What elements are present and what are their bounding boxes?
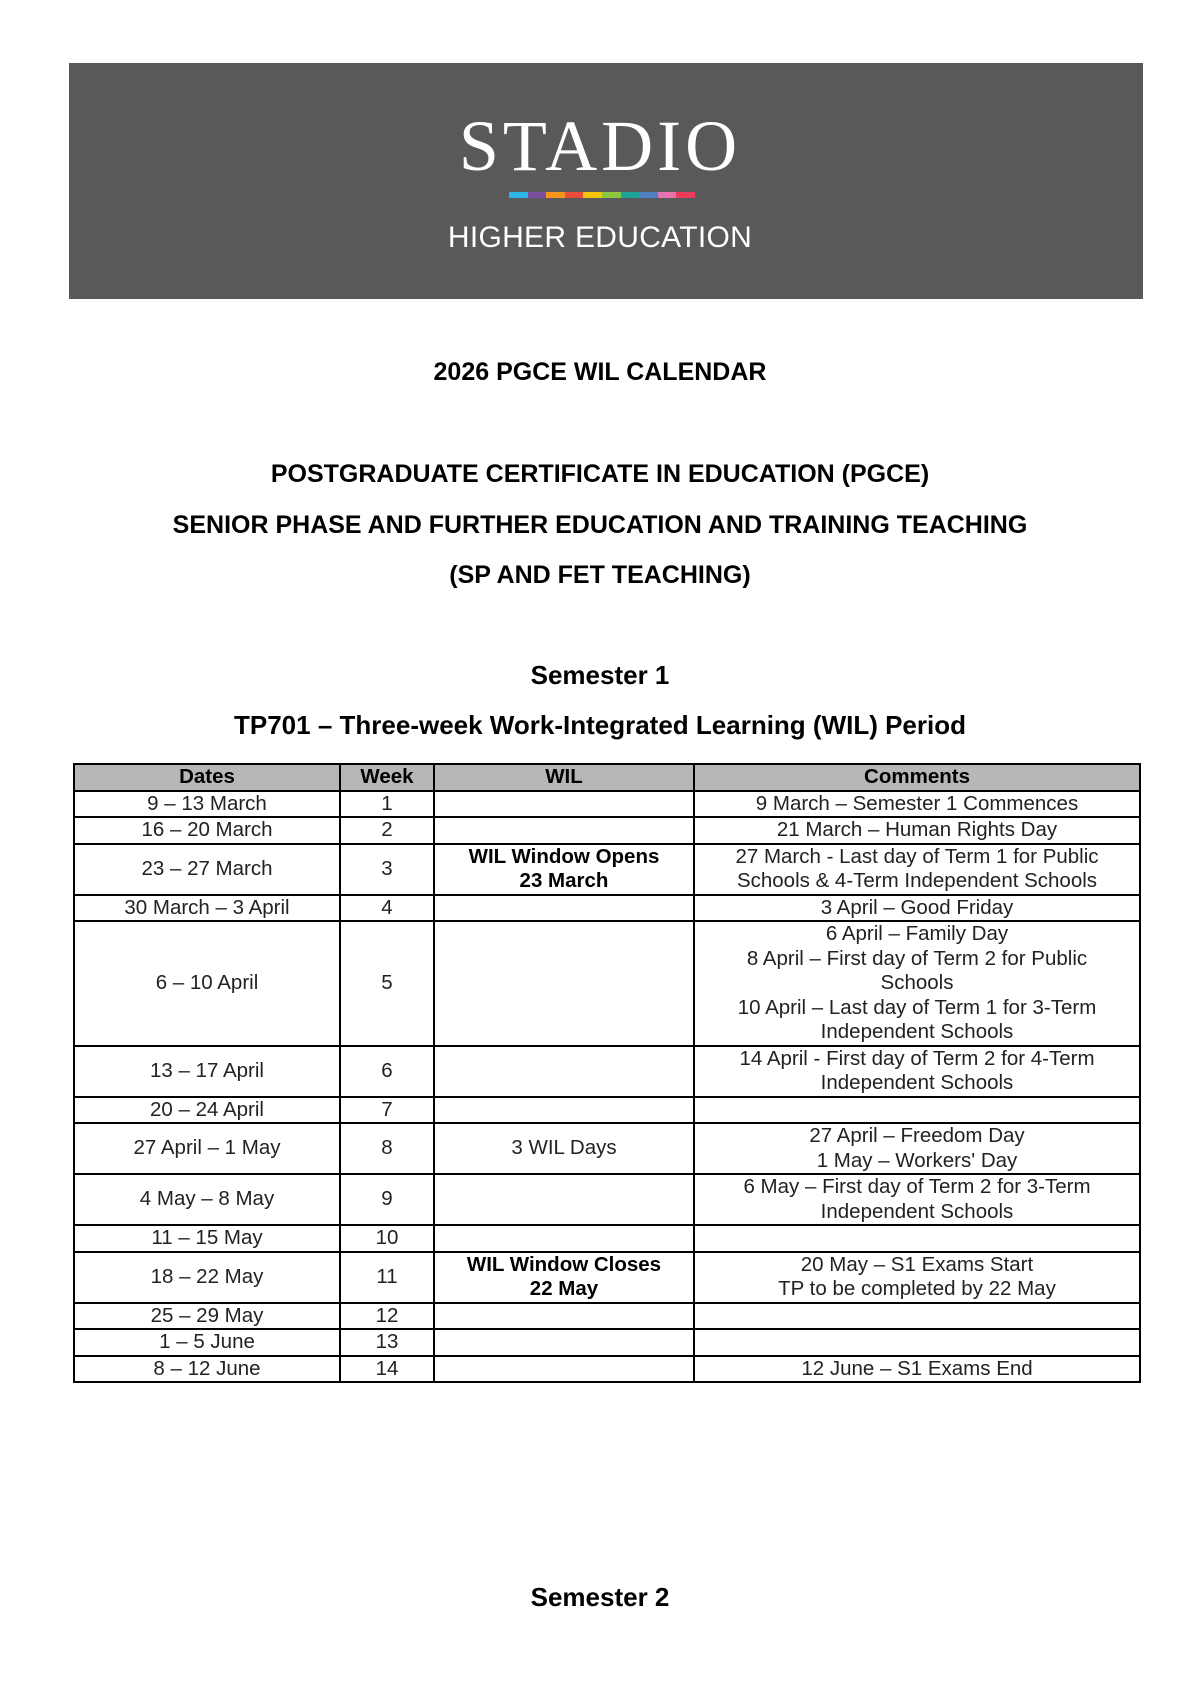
brand-logo: STADIO [458,106,742,186]
cell-dates: 20 – 24 April [74,1097,340,1124]
cell-comments [694,1356,1140,1383]
stripe-segment [546,192,565,198]
cell-comments [694,844,1140,895]
cell-week: 11 [340,1252,434,1303]
cell-comments [694,1097,1140,1124]
stripe-segment [621,192,640,198]
table-row [74,1225,1140,1252]
cell-week: 6 [340,1046,434,1097]
cell-wil [434,844,694,895]
cell-week: 13 [340,1329,434,1356]
stripe-segment [565,192,584,198]
comment-line: 21 March – Human Rights Day [776,818,1058,841]
cell-wil [434,1046,694,1097]
table-row [74,1174,1140,1225]
program-abbrev: (SP AND FET TEACHING) [449,561,751,589]
comment-line: 27 March - Last day of Term 1 for Public [735,844,1099,868]
cell-dates: 18 – 22 May [74,1252,340,1303]
stripe-segment [658,192,677,198]
cell-week: 2 [340,817,434,844]
table-row [74,844,1140,895]
cell-week: 1 [340,791,434,818]
stripe-segment [676,192,695,198]
stripe-segment [509,192,528,198]
comment-line: 12 June – S1 Exams End [801,1356,1033,1380]
cell-dates: 8 – 12 June [74,1356,340,1383]
stripe-segment [528,192,547,198]
cell-wil [434,817,694,844]
cell-comments [694,1329,1140,1356]
comment-line: TP to be completed by 22 May [778,1277,1056,1300]
comment-line: 3 April – Good Friday [820,895,1014,919]
cell-dates: 9 – 13 March [74,791,340,818]
stripe-segment [639,192,658,198]
cell-dates: 25 – 29 May [74,1303,340,1330]
header-wil: WIL [434,764,694,791]
cell-comments [694,1303,1140,1330]
cell-comments [694,895,1140,922]
cell-wil [434,1329,694,1356]
wil-calendar-table [73,763,1141,1383]
cell-comments [694,791,1140,818]
comment-line: 10 April – Last day of Term 1 for 3-Term [737,995,1097,1019]
semester-1-heading: Semester 1 [530,660,670,690]
comment-line: 9 March – Semester 1 Commences [755,791,1079,815]
comment-line: Independent Schools [820,1199,1014,1223]
cell-dates: 4 May – 8 May [74,1174,340,1225]
cell-wil [434,1303,694,1330]
comment-line: Independent Schools [820,1071,1014,1094]
table-row [74,1046,1140,1097]
cell-comments [694,1252,1140,1303]
wil-line: 22 May [529,1277,599,1300]
table-header-row [74,764,1140,791]
cell-week: 9 [340,1174,434,1225]
wil-line: WIL Window Closes [466,1252,662,1276]
wil-line: 3 WIL Days [511,1136,617,1160]
cell-week: 8 [340,1123,434,1174]
cell-comments [694,817,1140,844]
cell-dates: 1 – 5 June [74,1329,340,1356]
table-row [74,1252,1140,1303]
cell-dates: 30 March – 3 April [74,895,340,922]
header-week: Week [340,764,434,791]
comment-line: Schools [880,971,954,994]
cell-comments [694,1174,1140,1225]
program-title: POSTGRADUATE CERTIFICATE IN EDUCATION (PGCE) [270,460,930,488]
cell-dates: 6 – 10 April [74,921,340,1046]
semester-2-heading: Semester 2 [530,1582,670,1612]
cell-week: 4 [340,895,434,922]
brand-color-stripe [509,192,695,198]
comment-line: 8 April – First day of Term 2 for Public [746,946,1088,970]
cell-comments [694,1046,1140,1097]
cell-wil [434,1356,694,1383]
stripe-segment [583,192,602,198]
header-dates: Dates [74,764,340,791]
table-row [74,791,1140,818]
comment-line: 27 April – Freedom Day [809,1124,1025,1147]
cell-week: 7 [340,1097,434,1124]
cell-wil [434,1097,694,1124]
table-row [74,1329,1140,1356]
wil-line: 23 March [519,869,609,892]
cell-week: 3 [340,844,434,895]
cell-wil [434,1225,694,1252]
cell-dates: 11 – 15 May [74,1225,340,1252]
cell-wil [434,791,694,818]
comment-line: Schools & 4-Term Independent Schools [736,869,1098,892]
cell-week: 14 [340,1356,434,1383]
cell-comments [694,1225,1140,1252]
header-comments: Comments [694,764,1140,791]
table-row [74,1097,1140,1124]
cell-dates: 16 – 20 March [74,817,340,844]
cell-wil [434,895,694,922]
comment-line: 1 May – Workers' Day [816,1148,1018,1172]
cell-wil [434,1123,694,1174]
cell-dates: 27 April – 1 May [74,1123,340,1174]
page-title: 2026 PGCE WIL CALENDAR [433,358,767,386]
table-row [74,817,1140,844]
wil-line: WIL Window Opens [468,844,660,868]
comment-line: Independent Schools [820,1020,1014,1043]
table-row [74,1356,1140,1383]
cell-wil [434,921,694,1046]
brand-subtitle: HIGHER EDUCATION [447,221,753,254]
table-body [74,791,1140,1383]
cell-week: 10 [340,1225,434,1252]
table-row [74,1123,1140,1174]
semester-1-subtitle: TP701 – Three-week Work-Integrated Learning (WIL) Period [234,710,966,740]
cell-wil [434,1252,694,1303]
cell-comments [694,921,1140,1046]
cell-week: 12 [340,1303,434,1330]
program-phase: SENIOR PHASE AND FURTHER EDUCATION AND TRAINING TEACHING [172,511,1028,539]
comment-line: 6 April – Family Day [825,922,1009,945]
cell-week: 5 [340,921,434,1046]
cell-dates: 13 – 17 April [74,1046,340,1097]
comment-line: 14 April - First day of Term 2 for 4-Term [739,1046,1095,1070]
cell-comments [694,1123,1140,1174]
table-row [74,1303,1140,1330]
comment-line: 6 May – First day of Term 2 for 3-Term [743,1175,1091,1198]
stripe-segment [602,192,621,198]
table-row [74,895,1140,922]
comment-line: 20 May – S1 Exams Start [800,1252,1034,1276]
cell-dates: 23 – 27 March [74,844,340,895]
table-row [74,921,1140,1046]
cell-wil [434,1174,694,1225]
